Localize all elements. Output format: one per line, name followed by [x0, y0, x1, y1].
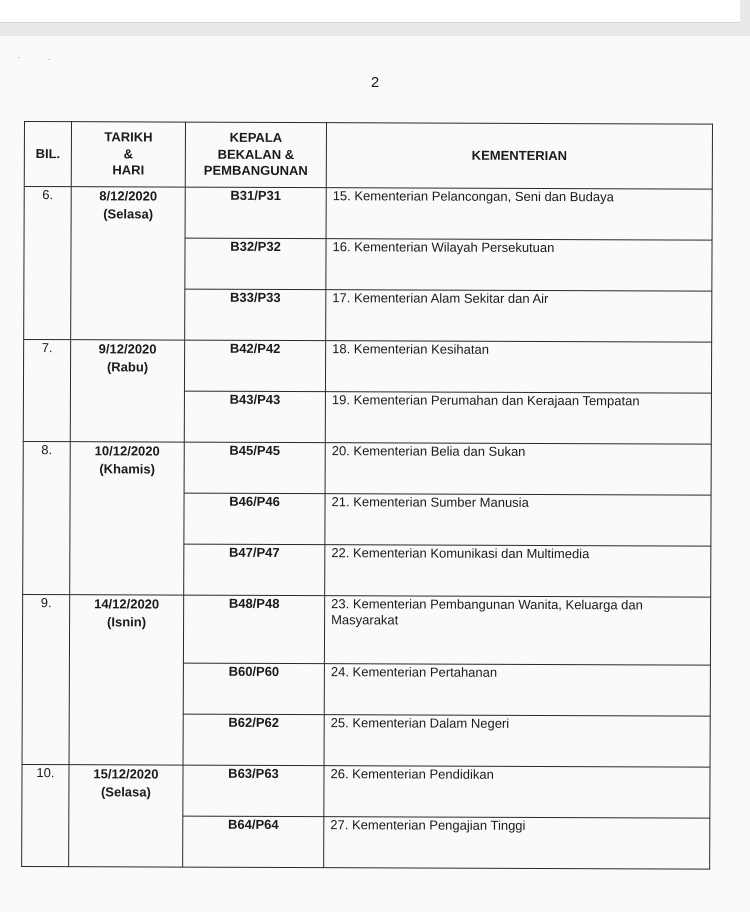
code-cell: B47/P47	[184, 544, 325, 596]
scan-speck: ˙	[48, 58, 51, 68]
code-cell: B42/P42	[184, 340, 325, 392]
page-number: 2	[370, 74, 380, 91]
header-tarikh: TARIKH & HARI	[71, 122, 185, 187]
ministry-cell: 25. Kementerian Dalam Negeri	[324, 715, 710, 767]
code-cell: B60/P60	[183, 663, 324, 715]
bil-cell: 10.	[22, 764, 69, 866]
document-page	[0, 36, 750, 912]
code-cell: B33/P33	[185, 289, 326, 341]
table-row	[23, 340, 711, 394]
table-row	[24, 187, 712, 241]
table-row	[23, 441, 711, 495]
code-cell: B64/P64	[183, 816, 324, 868]
ministry-cell: 15. Kementerian Pelancongan, Seni dan Budaya	[326, 188, 712, 240]
table-header-row	[24, 122, 712, 190]
ministry-cell: 19. Kementerian Perumahan dan Kerajaan Tempatan	[325, 392, 711, 444]
header-kepala: KEPALA BEKALAN & PEMBANGUNAN	[185, 122, 326, 188]
date-cell: 9/12/2020 (Rabu)	[70, 340, 184, 442]
date-cell: 8/12/2020 (Selasa)	[71, 187, 186, 340]
table-row	[22, 594, 710, 665]
code-cell: B32/P32	[185, 238, 326, 290]
code-cell: B63/P63	[183, 765, 324, 817]
ministry-cell: 27. Kementerian Pengajian Tinggi	[324, 817, 710, 869]
bil-cell: 8.	[23, 441, 71, 594]
code-cell: B46/P46	[184, 493, 325, 545]
schedule-table	[21, 121, 713, 870]
header-kementerian: KEMENTERIAN	[326, 123, 712, 189]
code-cell: B43/P43	[184, 391, 325, 443]
code-cell: B48/P48	[183, 595, 324, 664]
ministry-cell: 22. Kementerian Komunikasi dan Multimedia	[325, 545, 711, 597]
date-cell: 10/12/2020 (Khamis)	[70, 442, 185, 595]
date-cell: 15/12/2020 (Selasa)	[69, 765, 183, 867]
header-bil: BIL.	[24, 122, 71, 187]
scan-speck: ˙	[18, 56, 21, 66]
bil-cell: 9.	[22, 594, 70, 764]
ministry-cell: 16. Kementerian Wilayah Persekutuan	[326, 239, 712, 291]
date-cell: 14/12/2020 (Isnin)	[69, 595, 184, 765]
ministry-cell: 18. Kementerian Kesihatan	[325, 341, 711, 393]
ministry-cell: 26. Kementerian Pendidikan	[324, 766, 710, 818]
code-cell: B31/P31	[185, 187, 326, 239]
ministry-cell: 24. Kementerian Pertahanan	[324, 664, 710, 716]
bil-cell: 6.	[24, 187, 72, 340]
ministry-cell: 23. Kementerian Pembangunan Wanita, Keluarga dan Masyarakat	[324, 596, 710, 665]
bil-cell: 7.	[23, 340, 70, 442]
previous-page-edge	[0, 0, 740, 23]
ministry-cell: 17. Kementerian Alam Sekitar dan Air	[326, 290, 712, 342]
code-cell: B45/P45	[184, 442, 325, 494]
ministry-cell: 20. Kementerian Belia dan Sukan	[325, 443, 711, 495]
table-row	[22, 764, 710, 818]
ministry-cell: 21. Kementerian Sumber Manusia	[325, 494, 711, 546]
code-cell: B62/P62	[183, 714, 324, 766]
